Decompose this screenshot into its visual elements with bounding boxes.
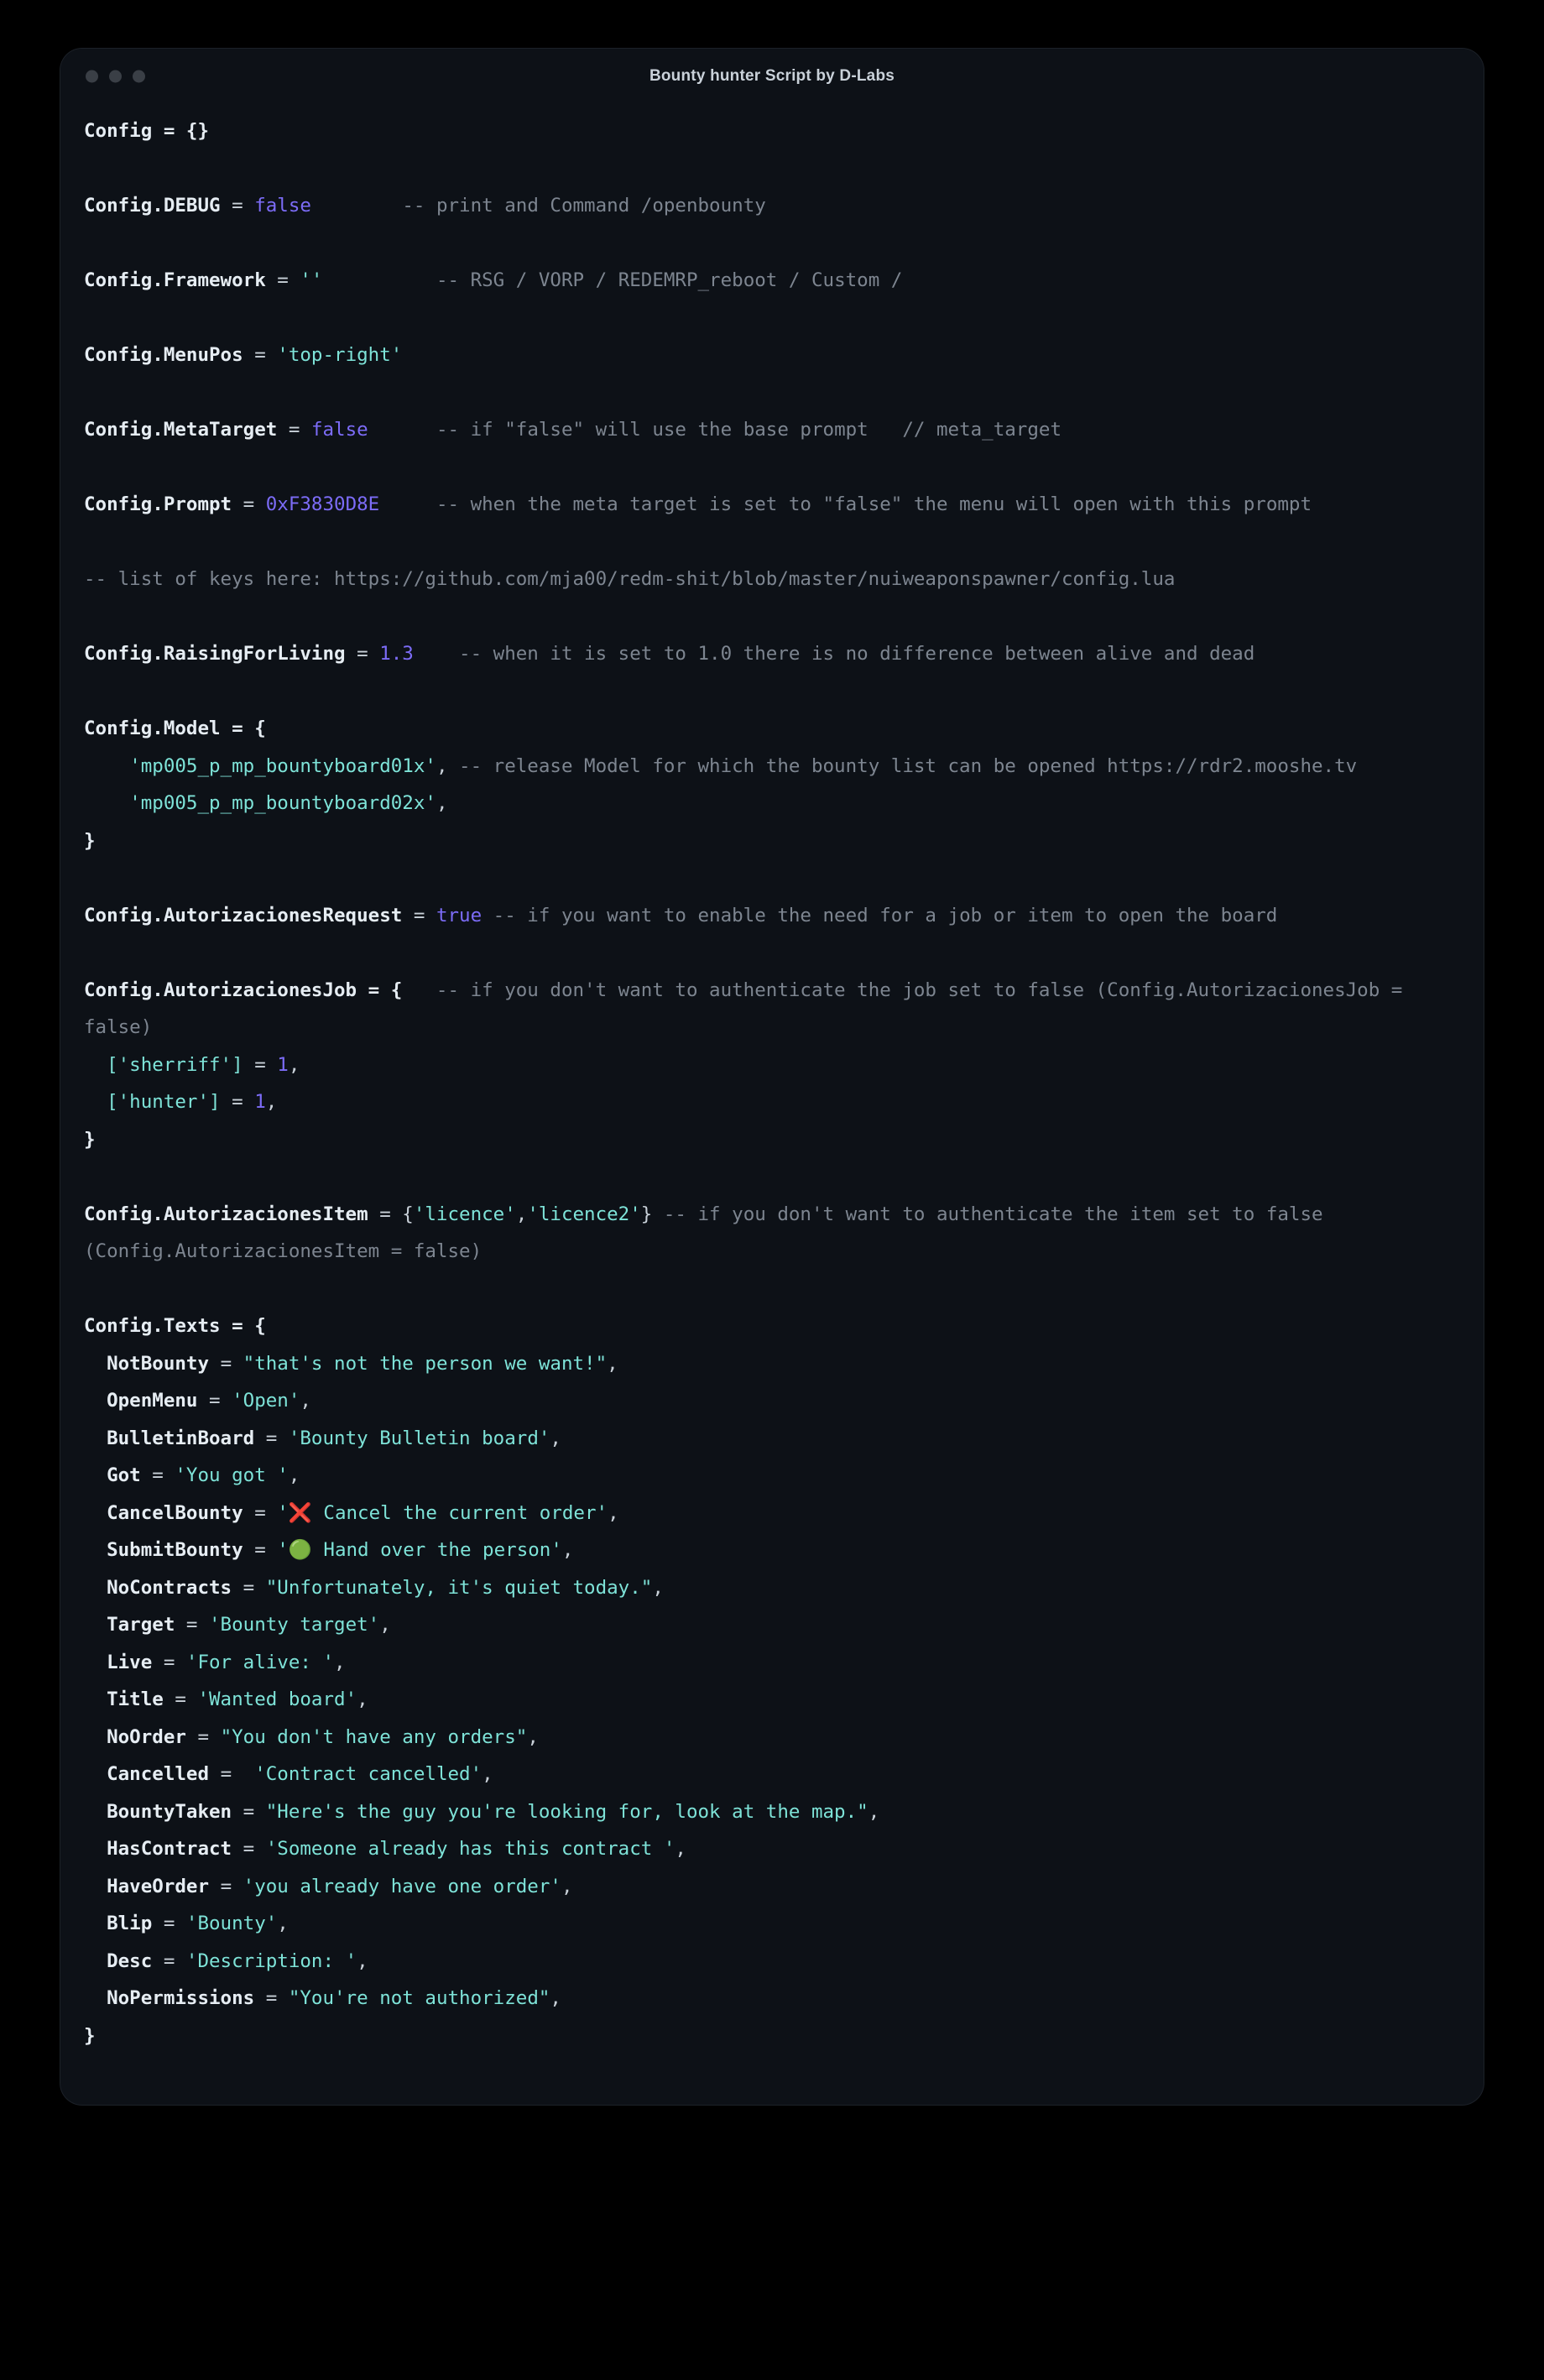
code-token-op: , [277, 1913, 289, 1934]
code-token-plain [84, 792, 129, 814]
code-token-op: = [243, 493, 266, 515]
code-token-str: 'Someone already has this contract ' [265, 1838, 676, 1860]
code-token-str: "You don't have any orders" [220, 1725, 528, 1748]
code-token-str: 'Bounty' [185, 1913, 278, 1934]
code-token-str: 'Description: ' [185, 1949, 357, 1972]
code-token-op: = [288, 419, 311, 441]
code-token-cmt: -- when it is set to 1.0 there is no difference between alive and dead [459, 643, 1255, 665]
code-token-plain [84, 1614, 107, 1636]
code-token-str: '' [300, 269, 323, 291]
code-line [84, 1830, 1460, 1868]
code-token-op: = [232, 195, 255, 217]
code-blank-line [84, 1158, 1460, 1196]
code-blank-line [84, 598, 1460, 636]
code-token-var: NoContracts [107, 1576, 243, 1599]
code-token-op: , [608, 1501, 619, 1524]
code-token-cmt: -- list of keys here: https://github.com/mja00/redm-shit/blob/master/nuiweaponspawner/config.lua [84, 568, 1176, 590]
code-line [84, 1719, 1460, 1756]
code-token-var: Live [107, 1651, 164, 1673]
code-token-op: , [379, 1614, 391, 1636]
code-token-cmt: -- if you don't want to authenticate the job set to false (Config.AutorizacionesJob = false) [84, 979, 1414, 1038]
code-token-plain [311, 195, 402, 217]
code-token-op: , [300, 1390, 311, 1412]
code-token-var: OpenMenu [107, 1390, 210, 1412]
code-token-var: NoPermissions [107, 1987, 266, 2009]
code-token-var: Title [107, 1688, 175, 1710]
code-token-var: } [84, 1128, 96, 1151]
code-token-cmt: -- RSG / VORP / REDEMRP_reboot / Custom / [436, 269, 903, 291]
code-blank-line [84, 524, 1460, 561]
code-token-str: 'you already have one order' [243, 1875, 561, 1897]
code-token-op: , [482, 1763, 493, 1785]
code-line [84, 1457, 1460, 1495]
code-token-var: Config.DEBUG [84, 195, 232, 217]
code-token-var: Got [107, 1464, 153, 1486]
code-token-op: , [436, 792, 448, 814]
code-token-op: = [243, 1800, 266, 1823]
code-token-var: } [84, 829, 96, 852]
code-line [84, 1569, 1460, 1607]
code-line [84, 187, 1460, 225]
code-line [84, 1681, 1460, 1719]
code-blank-line [84, 859, 1460, 897]
code-token-var: Config.AutorizacionesRequest [84, 904, 414, 926]
code-token-var: Config.Framework [84, 269, 278, 291]
code-token-var: } [84, 2024, 96, 2047]
maximize-icon[interactable] [133, 70, 145, 83]
code-line [84, 1495, 1460, 1532]
code-token-op: = [277, 269, 300, 291]
code-line [84, 1046, 1460, 1084]
code-token-cmt: -- if you want to enable the need for a job or item to open the board [493, 904, 1278, 926]
code-token-num: 1.3 [379, 643, 414, 665]
code-token-op: , [265, 1091, 278, 1113]
code-line [84, 748, 1460, 786]
code-line [84, 561, 1460, 598]
code-token-var: Blip [107, 1913, 164, 1934]
code-token-plain [414, 643, 459, 665]
code-token-plain [84, 1353, 107, 1375]
code-token-op: , [550, 1987, 561, 2009]
code-line [84, 337, 1460, 374]
code-token-op: = [152, 1464, 175, 1486]
code-token-op: , [652, 1576, 664, 1599]
code-token-str: 'You got ' [175, 1464, 289, 1486]
code-token-plain [84, 1091, 107, 1113]
code-token-op: = [220, 1875, 243, 1897]
code-token-op: , [334, 1651, 346, 1673]
code-line [84, 1606, 1460, 1644]
code-token-var: HaveOrder [107, 1875, 221, 1897]
code-token-str: 'Contract cancelled' [254, 1763, 482, 1785]
code-token-op: = { [379, 1203, 414, 1225]
code-line [84, 1196, 1460, 1271]
code-token-var: Cancelled [107, 1763, 221, 1785]
code-token-str: 'Bounty target' [209, 1614, 380, 1636]
code-token-op: = [254, 1539, 278, 1561]
code-token-plain [84, 1054, 107, 1076]
code-token-str: ' [277, 1539, 289, 1561]
code-token-str: ' [277, 1501, 289, 1524]
code-window [60, 49, 1484, 2105]
code-token-str: ['sherriff'] [107, 1053, 243, 1076]
code-token-plain [379, 493, 436, 515]
code-token-plain [84, 1950, 107, 1972]
code-token-plain [84, 1913, 107, 1934]
code-blank-line [84, 934, 1460, 972]
code-token-str: Hand over the person' [311, 1539, 562, 1561]
code-token-var: Config.Texts = { [84, 1315, 266, 1337]
code-token-op: , [288, 1053, 300, 1076]
code-line [84, 822, 1460, 860]
code-token-op: , [868, 1800, 880, 1823]
code-token-str: Cancel the current order' [311, 1501, 608, 1524]
code-token-xmark: ❌ [288, 1501, 312, 1524]
code-token-op: , [288, 1464, 300, 1486]
code-token-plain [84, 1688, 107, 1710]
code-token-plain [84, 1987, 107, 2009]
code-blank-line [84, 300, 1460, 337]
window-titlebar [60, 49, 1484, 104]
code-token-op: , [675, 1838, 686, 1860]
code-line [84, 1420, 1460, 1458]
code-line [84, 1345, 1460, 1383]
code-token-op: = [220, 1352, 243, 1375]
code-token-op: = [413, 904, 436, 926]
code-token-op: , [527, 1725, 539, 1748]
code-blank-line [84, 673, 1460, 711]
code-line [84, 1307, 1460, 1345]
code-line [84, 1943, 1460, 1981]
code-token-cmt: -- when the meta target is set to "false" the menu will open with this prompt [436, 493, 1312, 515]
code-token-op: , [561, 1539, 574, 1561]
code-line [84, 710, 1460, 748]
window-title: Bounty hunter Script by D-Labs [649, 67, 895, 85]
code-line [84, 262, 1460, 300]
code-line [84, 635, 1460, 673]
code-token-var: Config = {} [84, 120, 210, 142]
code-blank-line [84, 374, 1460, 412]
code-token-plain [84, 1464, 107, 1486]
code-line [84, 972, 1460, 1046]
code-token-var: NoOrder [107, 1725, 198, 1748]
code-token-op: = [163, 1913, 186, 1934]
code-line [84, 112, 1460, 150]
code-token-str: ['hunter'] [107, 1091, 221, 1113]
code-token-op: = [197, 1725, 221, 1748]
code-token-var: CancelBounty [107, 1501, 255, 1524]
code-token-str: 'Wanted board' [197, 1688, 357, 1710]
code-line [84, 2017, 1460, 2055]
code-token-op: = [220, 1763, 255, 1785]
code-token-var: Config.MenuPos [84, 344, 255, 366]
code-line [84, 1868, 1460, 1906]
code-token-plain [84, 1539, 107, 1561]
code-token-op: = [209, 1390, 232, 1412]
code-blank-line [84, 449, 1460, 487]
code-token-op: = [265, 1987, 289, 2009]
code-token-cmt: -- release Model for which the bounty list can be opened https://rdr2.mooshe.tv [459, 754, 1358, 777]
code-token-kw: false [310, 419, 368, 441]
code-token-op: } [640, 1203, 664, 1225]
code-token-cmt: -- if you don't want to authenticate the item set to false (Config.AutorizacionesItem = false) [84, 1203, 1335, 1262]
code-token-var: Config.Prompt [84, 493, 243, 515]
code-token-cmt: -- if "false" will use the base prompt // meta_target [436, 419, 1062, 441]
code-token-num: 0xF3830D8E [265, 493, 380, 515]
code-token-op: , [561, 1875, 573, 1897]
code-token-str: 'For alive: ' [185, 1651, 335, 1673]
code-token-plain [84, 1502, 107, 1524]
code-line [84, 1905, 1460, 1943]
code-token-op: = [243, 1576, 266, 1599]
code-token-str: "You're not authorized" [288, 1987, 550, 2009]
code-token-op: = [175, 1688, 198, 1710]
code-token-var: BountyTaken [107, 1800, 243, 1823]
code-token-num: 1 [277, 1053, 289, 1076]
code-token-op: = [163, 1949, 186, 1972]
code-line [84, 1756, 1460, 1793]
code-token-str: 'top-right' [277, 344, 403, 366]
code-token-var: HasContract [107, 1838, 243, 1860]
code-token-op: , [550, 1427, 561, 1449]
code-line [84, 897, 1460, 935]
code-token-str: "Here's the guy you're looking for, look at the map." [265, 1800, 868, 1823]
code-token-str: 'mp005_p_mp_bountyboard02x' [129, 792, 436, 814]
code-content [60, 104, 1484, 2105]
code-blank-line [84, 150, 1460, 188]
code-line [84, 1532, 1460, 1569]
code-token-var: Config.MetaTarget [84, 419, 289, 441]
code-token-var: Desc [107, 1949, 164, 1972]
code-line [84, 411, 1460, 449]
code-token-op: = [357, 643, 380, 665]
code-token-op: , [607, 1352, 618, 1375]
minimize-icon[interactable] [109, 70, 122, 83]
code-token-str: "that's not the person we want!" [243, 1352, 608, 1375]
code-token-op: = [243, 1053, 278, 1076]
code-line [84, 1980, 1460, 2017]
code-token-op: , [357, 1949, 368, 1972]
code-token-str: 'licence2' [527, 1203, 641, 1225]
code-line [84, 1644, 1460, 1682]
code-line [84, 785, 1460, 822]
code-token-plain [368, 419, 436, 441]
code-token-str: 'mp005_p_mp_bountyboard01x' [129, 754, 436, 777]
code-blank-line [84, 225, 1460, 263]
code-token-op: = [163, 1651, 186, 1673]
code-token-plain [84, 1763, 107, 1785]
code-blank-line [84, 1271, 1460, 1308]
code-token-plain [84, 1427, 107, 1449]
code-token-var: Config.Model = { [84, 718, 266, 739]
traffic-light-controls[interactable] [86, 70, 145, 83]
code-token-op: = [265, 1427, 289, 1449]
code-line [84, 1083, 1460, 1121]
code-token-plain [84, 1838, 107, 1860]
code-token-greendot: 🟢 [288, 1539, 312, 1561]
code-token-var: NotBounty [107, 1352, 221, 1375]
code-token-var: BulletinBoard [107, 1427, 266, 1449]
code-line [84, 1793, 1460, 1831]
code-token-op: = [243, 1838, 266, 1860]
code-token-str: 'licence' [413, 1203, 516, 1225]
code-token-plain [84, 1652, 107, 1673]
code-token-plain [84, 1390, 107, 1412]
code-line [84, 1121, 1460, 1159]
code-token-var: Config.RaisingForLiving [84, 643, 357, 665]
code-token-str: 'Bounty Bulletin board' [288, 1427, 550, 1449]
code-token-op: , [515, 1203, 528, 1225]
code-token-str: 'Open' [232, 1390, 300, 1412]
code-line [84, 1382, 1460, 1420]
code-token-op: , [436, 754, 460, 777]
code-token-plain [84, 755, 129, 777]
code-token-op: = [254, 344, 278, 366]
close-icon[interactable] [86, 70, 98, 83]
code-token-var: Config.AutorizacionesItem [84, 1203, 380, 1225]
code-token-op: = [254, 1501, 278, 1524]
code-token-plain [84, 1577, 107, 1599]
code-token-plain [84, 1801, 107, 1823]
code-token-op: , [357, 1688, 368, 1710]
code-token-kw: false [254, 195, 311, 217]
code-token-str: "Unfortunately, it's quiet today." [265, 1576, 653, 1599]
code-token-num: 1 [254, 1091, 266, 1113]
code-token-op: = [220, 1091, 255, 1113]
code-token-var: Target [107, 1614, 186, 1636]
code-token-op: = [185, 1614, 210, 1636]
code-token-plain [322, 269, 436, 291]
code-token-var: Config.AutorizacionesJob = { [84, 979, 414, 1001]
code-token-plain [84, 1726, 107, 1748]
code-token-kw: true [436, 904, 493, 926]
code-token-cmt: -- print and Command /openbounty [402, 195, 766, 217]
code-line [84, 486, 1460, 524]
code-token-plain [84, 1876, 107, 1897]
code-token-var: SubmitBounty [107, 1539, 255, 1561]
